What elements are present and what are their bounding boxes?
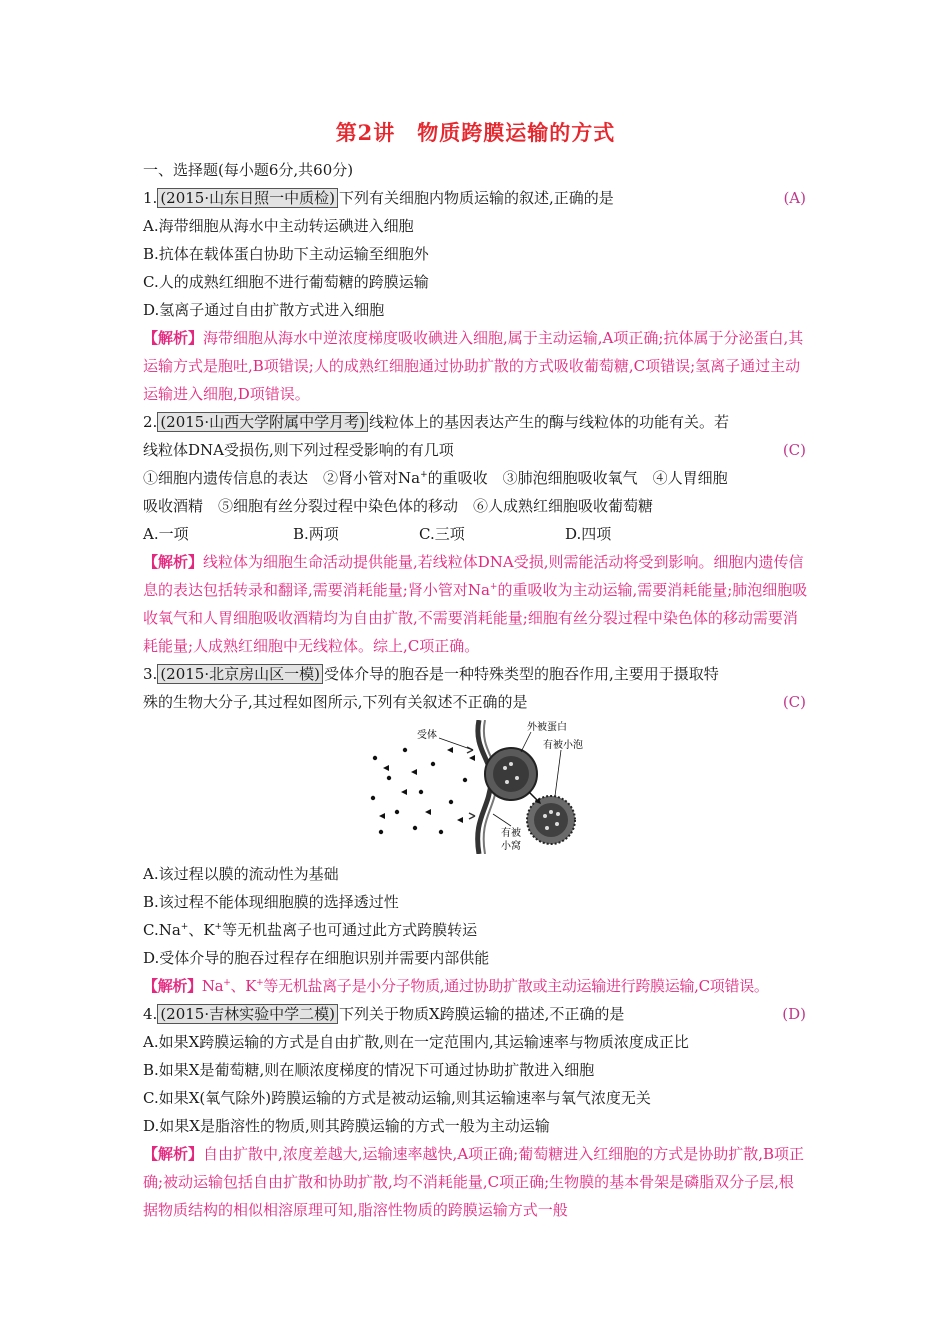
item-text: 的重吸收 ③肺泡细胞吸收氧气 ④人胃细胞 — [427, 469, 728, 487]
option-c — [143, 916, 808, 944]
option-c: C.三项 — [419, 525, 465, 543]
item-text: ①细胞内遗传信息的表达 ②肾小管对Na — [143, 469, 421, 487]
label-receptor: 受体 — [416, 730, 437, 741]
analysis-tag: 【解析】 — [143, 329, 204, 347]
question-1-stem — [143, 184, 808, 212]
analysis-text: 线粒体为细胞生命活动提供能量,若线粒体DNA受损,则需能活动将受到影响。细胞内遗传信息的表达包括转录和翻译,需要消耗能量;肾小管对Na — [143, 553, 804, 599]
option-b: B.如果X是葡萄糖,则在顺浓度梯度的情况下可通过协助扩散进入细胞 — [143, 1061, 595, 1079]
option-c: C.人的成熟红细胞不进行葡萄糖的跨膜运输 — [143, 273, 429, 291]
analysis-text: 自由扩散中,浓度差越大,运输速率越快,A项正确;葡萄糖进入红细胞的方式是协助扩散,B项正确;被动运输包括自由扩散和协助扩散,均不消耗能量,C项正确;生物膜的基本骨架是磷脂双分子层,根据物质结构的相似相溶原理可知,脂溶性物质的跨膜运输方式一般 — [143, 1145, 805, 1219]
question-source: (2015·山东日照一中质检) — [157, 188, 338, 208]
superscript: + — [256, 978, 264, 988]
question-number: 1. — [143, 189, 158, 207]
answer-key: (D) — [782, 1005, 806, 1023]
option-b: B.抗体在载体蛋白协助下主动运输至细胞外 — [143, 245, 429, 263]
answer-key: (A) — [783, 189, 806, 207]
option-a: A.该过程以膜的流动性为基础 — [143, 865, 339, 883]
question-2-items-cont: 吸收酒精 ⑤细胞有丝分裂过程中染色体的移动 ⑥人成熟红细胞吸收葡萄糖 — [143, 497, 654, 515]
question-number: 3. — [143, 665, 158, 683]
section-heading: 一、选择题(每小题6分,共60分) — [143, 161, 354, 179]
question-source: (2015·山西大学附属中学月考) — [157, 412, 368, 432]
analysis-text: Na — [201, 977, 224, 995]
question-text: 殊的生物大分子,其过程如图所示,下列有关叙述不正确的是 — [143, 693, 528, 711]
option-d: D.如果X是脂溶性的物质,则其跨膜运输的方式一般为主动运输 — [143, 1117, 550, 1135]
option-text: C.Na — [143, 921, 181, 939]
molecule-dots — [370, 747, 474, 834]
question-number: 4. — [143, 1005, 158, 1023]
superscript: + — [420, 470, 428, 480]
question-3-stem-cont — [143, 688, 808, 716]
option-b: B.该过程不能体现细胞膜的选择透过性 — [143, 893, 399, 911]
question-3-stem — [143, 660, 808, 688]
analysis-tag: 【解析】 — [143, 977, 202, 995]
label-coated-vesicle: 有被小泡 — [542, 740, 583, 751]
option-b: B.两项 — [293, 525, 339, 543]
document-page — [143, 118, 808, 1224]
question-text: 受体介导的胞吞是一种特殊类型的胞吞作用,主要用于摄取特 — [323, 665, 719, 683]
question-text: 线粒体上的基因表达产生的酶与线粒体的功能有关。若 — [368, 413, 729, 431]
option-a: A.海带细胞从海水中主动转运碘进入细胞 — [143, 217, 414, 235]
superscript: + — [223, 978, 231, 988]
analysis-1 — [143, 324, 808, 408]
option-d: D.氢离子通过自由扩散方式进入细胞 — [143, 301, 385, 319]
analysis-2 — [143, 548, 808, 660]
analysis-text: 、K — [230, 977, 257, 995]
option-d: D.四项 — [565, 525, 612, 543]
label-coated-pit-2: 小窝 — [500, 841, 521, 852]
question-source: (2015·吉林实验中学二模) — [157, 1004, 338, 1024]
analysis-tag: 【解析】 — [143, 1145, 204, 1163]
superscript: + — [489, 582, 498, 592]
option-text: 等无机盐离子也可通过此方式跨膜转运 — [222, 921, 478, 939]
analysis-tag: 【解析】 — [143, 553, 204, 571]
option-d: D.受体介导的胞吞过程存在细胞识别并需要内部供能 — [143, 949, 490, 967]
question-2-stem — [143, 408, 808, 436]
answer-key: (C) — [782, 693, 806, 711]
coated-pit-core — [493, 756, 529, 792]
analysis-3 — [143, 972, 808, 1000]
coated-vesicle-core — [534, 803, 568, 837]
option-a: A.一项 — [143, 525, 189, 543]
superscript: + — [180, 922, 189, 932]
label-coated-pit-1: 有被 — [500, 828, 521, 839]
question-4-stem — [143, 1000, 808, 1028]
endocytosis-figure — [361, 720, 591, 854]
question-source: (2015·北京房山区一模) — [157, 664, 323, 684]
page-title: 第2讲 物质跨膜运输的方式 — [335, 120, 616, 145]
analysis-text: 的重吸收为主动运输,需要消耗能量;肺泡细胞吸收氧气和人胃细胞吸收酒精均为自由扩散,不需要消耗能量;细胞有丝分裂过程中染色体的移动需要消耗能量;人成熟红细胞中无线粒体。综上,C项正确。 — [143, 581, 808, 655]
answer-key: (C) — [782, 441, 806, 459]
option-c: C.如果X(氧气除外)跨膜运输的方式是被动运输,则其运输速率与氧气浓度无关 — [143, 1089, 651, 1107]
option-a: A.如果X跨膜运输的方式是自由扩散,则在一定范围内,其运输速率与物质浓度成正比 — [143, 1033, 689, 1051]
superscript: + — [214, 922, 223, 932]
question-2-stem-cont — [143, 436, 808, 464]
analysis-text: 等无机盐离子是小分子物质,通过协助扩散或主动运输进行跨膜运输,C项错误。 — [263, 977, 769, 995]
analysis-text: 海带细胞从海水中逆浓度梯度吸收碘进入细胞,属于主动运输,A项正确;抗体属于分泌蛋白,其运输方式是胞吐,B项错误;人的成熟红细胞通过协助扩散的方式吸收葡萄糖,C项错误;氢离子通过主动运输进入细胞,D项错误。 — [143, 329, 804, 403]
question-2-options — [143, 520, 808, 548]
analysis-4 — [143, 1140, 808, 1224]
option-text: 、K — [188, 921, 215, 939]
question-text: 下列有关细胞内物质运输的叙述,正确的是 — [338, 189, 614, 207]
question-text: 下列关于物质X跨膜运输的描述,不正确的是 — [338, 1005, 625, 1023]
question-text: 线粒体DNA受损伤,则下列过程受影响的有几项 — [143, 441, 454, 459]
question-number: 2. — [143, 413, 158, 431]
label-coat-protein: 外被蛋白 — [526, 722, 567, 733]
question-2-items — [143, 464, 808, 492]
